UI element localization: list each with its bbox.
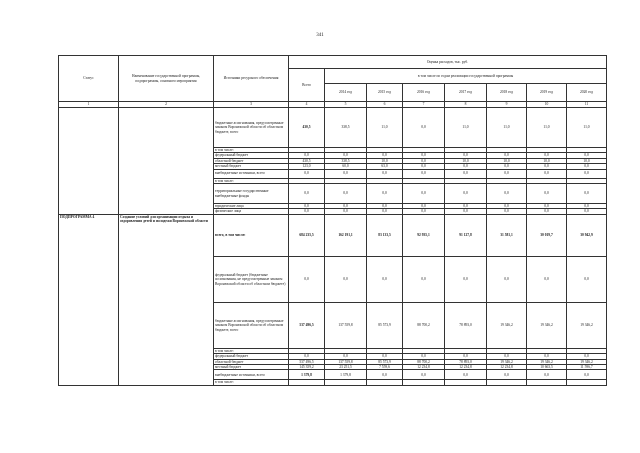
total-value: 1 379,8 <box>289 370 325 380</box>
year-value: 0,0 <box>567 169 607 178</box>
source-label: в том числе: <box>214 178 289 183</box>
year-value: 0,0 <box>527 204 567 209</box>
year-value: 0,0 <box>325 153 367 158</box>
year-value <box>367 380 403 385</box>
year-value: 19 346,2 <box>567 302 607 348</box>
year-value: 0,0 <box>445 153 487 158</box>
program-name-cell <box>119 108 214 215</box>
year-value: 10,0 <box>567 158 607 163</box>
source-label: внебюджетные источники, всего <box>214 370 289 380</box>
year-value: 0,0 <box>403 108 445 148</box>
year-value: 0,0 <box>445 204 487 209</box>
total-value: 430,5 <box>289 108 325 148</box>
year-value: 0,0 <box>445 169 487 178</box>
year-value: 0,0 <box>527 370 567 380</box>
source-label: местный бюджет <box>214 164 289 169</box>
total-value: 0,0 <box>289 354 325 359</box>
year-value: 0,0 <box>403 209 445 214</box>
total-value: 684 235,5 <box>289 214 325 256</box>
header-year: 2018 год <box>487 84 527 102</box>
year-value: 338,5 <box>325 108 367 148</box>
column-number: 3 <box>214 102 289 108</box>
source-label: всего, в том числе: <box>214 214 289 256</box>
year-value: 0,0 <box>403 370 445 380</box>
year-value: 0,0 <box>445 164 487 169</box>
year-value: 31 581,1 <box>487 214 527 256</box>
year-value: 0,0 <box>367 370 403 380</box>
year-value <box>487 380 527 385</box>
total-value: 537 496,5 <box>289 359 325 364</box>
year-value: 0,0 <box>487 354 527 359</box>
year-value: 11,0 <box>487 108 527 148</box>
year-value: 162 191,1 <box>325 214 367 256</box>
total-value: 430,5 <box>289 158 325 163</box>
source-label: территориальные государственные внебюджетные фонды <box>214 184 289 204</box>
column-number: 4 <box>289 102 325 108</box>
year-value: 12 234,8 <box>445 365 487 370</box>
program-name-cell: Создание условий для организации отдыха и оздоровления детей и молодежи Воронежской области <box>119 214 214 385</box>
year-value: 0,0 <box>403 169 445 178</box>
year-value: 0,0 <box>445 354 487 359</box>
year-value: 0,0 <box>403 204 445 209</box>
year-value: 23 251,5 <box>325 365 367 370</box>
year-value: 0,0 <box>487 204 527 209</box>
year-value: 0,0 <box>487 370 527 380</box>
column-number: 2 <box>119 102 214 108</box>
source-label: федеральный бюджет <box>214 153 289 158</box>
year-value: 19 346,2 <box>487 302 527 348</box>
total-value: 0,0 <box>289 169 325 178</box>
total-value: 0,0 <box>289 184 325 204</box>
year-value: 10,0 <box>445 158 487 163</box>
column-number: 6 <box>367 102 403 108</box>
column-number: 8 <box>445 102 487 108</box>
header-status: Статус <box>59 56 119 102</box>
year-value: 0,0 <box>487 169 527 178</box>
header-source: Источники ресурсного обеспечения <box>214 56 289 102</box>
header-year: 2019 год <box>527 84 567 102</box>
header-year: 2017 год <box>445 84 487 102</box>
year-value: 0,0 <box>567 354 607 359</box>
year-value: 85 573,9 <box>367 359 403 364</box>
year-value: 0,0 <box>527 169 567 178</box>
year-value: 0,0 <box>567 153 607 158</box>
total-value: 0,0 <box>289 204 325 209</box>
year-value: 0,0 <box>403 153 445 158</box>
year-value: 88 700,2 <box>403 359 445 364</box>
total-value: 0,0 <box>289 153 325 158</box>
total-value: 123,0 <box>289 164 325 169</box>
year-value: 0,0 <box>567 204 607 209</box>
year-value: 7 559,6 <box>367 365 403 370</box>
year-value: 78 893,0 <box>445 302 487 348</box>
year-value: 83 133,5 <box>367 214 403 256</box>
year-value: 0,0 <box>567 164 607 169</box>
year-value: 0,0 <box>325 256 367 302</box>
source-label: федеральный бюджет (бюджетные ассигнования, не предусмотренные законом Воронежской области об областном бюджете) <box>214 256 289 302</box>
year-value: 0,0 <box>527 184 567 204</box>
year-value: 0,0 <box>487 184 527 204</box>
source-label: местный бюджет <box>214 365 289 370</box>
column-number: 10 <box>527 102 567 108</box>
year-value <box>527 380 567 385</box>
year-value: 19 346,2 <box>527 302 567 348</box>
year-value: 0,0 <box>567 209 607 214</box>
source-label: бюджетные ассигнования, предусмотренные законом Воронежской области об областном бюджете, всего <box>214 108 289 148</box>
year-value: 0,0 <box>487 256 527 302</box>
year-value: 137 559,8 <box>325 359 367 364</box>
year-value: 12 234,8 <box>403 365 445 370</box>
table-header <box>59 56 607 108</box>
year-value: 11,0 <box>567 108 607 148</box>
year-value: 0,0 <box>487 209 527 214</box>
column-number: 7 <box>403 102 445 108</box>
year-value: 78 893,0 <box>445 359 487 364</box>
year-value: 85 573,9 <box>367 302 403 348</box>
column-number: 1 <box>59 102 119 108</box>
year-value: 30 942,9 <box>567 214 607 256</box>
year-value: 0,0 <box>367 209 403 214</box>
year-value: 0,0 <box>567 370 607 380</box>
year-value: 0,0 <box>403 354 445 359</box>
year-value: 11,0 <box>367 108 403 148</box>
year-value: 0,0 <box>567 256 607 302</box>
year-value: 0,0 <box>367 169 403 178</box>
table-body <box>59 108 607 386</box>
year-value: 0,0 <box>445 256 487 302</box>
year-value: 0,0 <box>445 370 487 380</box>
year-value: 0,0 <box>445 209 487 214</box>
year-value: 19 346,2 <box>527 359 567 364</box>
year-value: 0,0 <box>487 153 527 158</box>
table-row <box>59 214 607 256</box>
year-value <box>567 380 607 385</box>
year-value: 60,0 <box>325 164 367 169</box>
year-value: 0,0 <box>367 204 403 209</box>
header-total: Всего <box>289 69 325 102</box>
page-number: 341 <box>316 33 324 38</box>
source-label: физические лица <box>214 209 289 214</box>
budget-table <box>58 55 607 386</box>
year-value <box>445 380 487 385</box>
year-value: 0,0 <box>487 164 527 169</box>
year-value: 19 346,2 <box>487 359 527 364</box>
year-value: 0,0 <box>445 184 487 204</box>
source-label: в том числе: <box>214 148 289 153</box>
year-value: 91 127,8 <box>445 214 487 256</box>
year-value: 0,0 <box>367 184 403 204</box>
total-value <box>289 380 325 385</box>
source-label: в том числе: <box>214 380 289 385</box>
status-cell: ПОДПРОГРАММА 4 <box>59 214 119 385</box>
year-value: 12 234,8 <box>487 365 527 370</box>
year-value: 11 596,7 <box>567 365 607 370</box>
header-estimate: Оценка расходов, тыс. руб. <box>289 56 607 69</box>
source-label: областной бюджет <box>214 158 289 163</box>
total-value: 0,0 <box>289 256 325 302</box>
year-value: 63,0 <box>367 164 403 169</box>
year-value: 338,5 <box>325 158 367 163</box>
source-label: юридические лица <box>214 204 289 209</box>
year-value: 10,0 <box>487 158 527 163</box>
year-value: 0,0 <box>403 158 445 163</box>
year-value: 0,0 <box>403 256 445 302</box>
source-label: областной бюджет <box>214 359 289 364</box>
header-year: 2014 год <box>325 84 367 102</box>
year-value: 0,0 <box>567 184 607 204</box>
year-value: 0,0 <box>527 164 567 169</box>
year-value: 0,0 <box>325 184 367 204</box>
source-label: федеральный бюджет <box>214 354 289 359</box>
year-value: 88 700,2 <box>403 302 445 348</box>
year-value: 11,0 <box>527 108 567 148</box>
year-value <box>325 380 367 385</box>
year-value: 0,0 <box>403 164 445 169</box>
source-label: в том числе: <box>214 348 289 353</box>
year-value <box>403 380 445 385</box>
header-by-year: в том числе по годам реализации государственной программы <box>325 69 607 84</box>
total-value: 0,0 <box>289 209 325 214</box>
year-value: 0,0 <box>527 209 567 214</box>
total-value: 145 359,2 <box>289 365 325 370</box>
column-number: 11 <box>567 102 607 108</box>
year-value: 10 663,5 <box>527 365 567 370</box>
header-name: Наименование государственной программы, подпрограммы, основного мероприятия <box>119 56 214 102</box>
column-number: 9 <box>487 102 527 108</box>
status-cell <box>59 108 119 215</box>
year-value: 10,0 <box>367 158 403 163</box>
year-value: 1 379,8 <box>325 370 367 380</box>
year-value: 0,0 <box>403 184 445 204</box>
table-row <box>59 108 607 148</box>
year-value: 0,0 <box>325 169 367 178</box>
year-value: 11,0 <box>445 108 487 148</box>
year-value: 0,0 <box>367 354 403 359</box>
source-label: внебюджетные источники, всего <box>214 169 289 178</box>
year-value: 92 935,1 <box>403 214 445 256</box>
year-value: 0,0 <box>367 256 403 302</box>
header-year: 2020 год <box>567 84 607 102</box>
header-year: 2016 год <box>403 84 445 102</box>
year-value: 137 559,8 <box>325 302 367 348</box>
year-value: 0,0 <box>325 209 367 214</box>
year-value: 10,0 <box>527 158 567 163</box>
year-value: 0,0 <box>367 153 403 158</box>
year-value: 0,0 <box>527 256 567 302</box>
year-value: 19 346,2 <box>567 359 607 364</box>
year-value: 30 019,7 <box>527 214 567 256</box>
column-number: 5 <box>325 102 367 108</box>
total-value: 537 496,5 <box>289 302 325 348</box>
year-value: 0,0 <box>325 204 367 209</box>
source-label: бюджетные ассигнования, предусмотренные законом Воронежской области об областном бюджете, всего <box>214 302 289 348</box>
year-value: 0,0 <box>325 354 367 359</box>
header-year: 2015 год <box>367 84 403 102</box>
year-value: 0,0 <box>527 153 567 158</box>
year-value: 0,0 <box>527 354 567 359</box>
